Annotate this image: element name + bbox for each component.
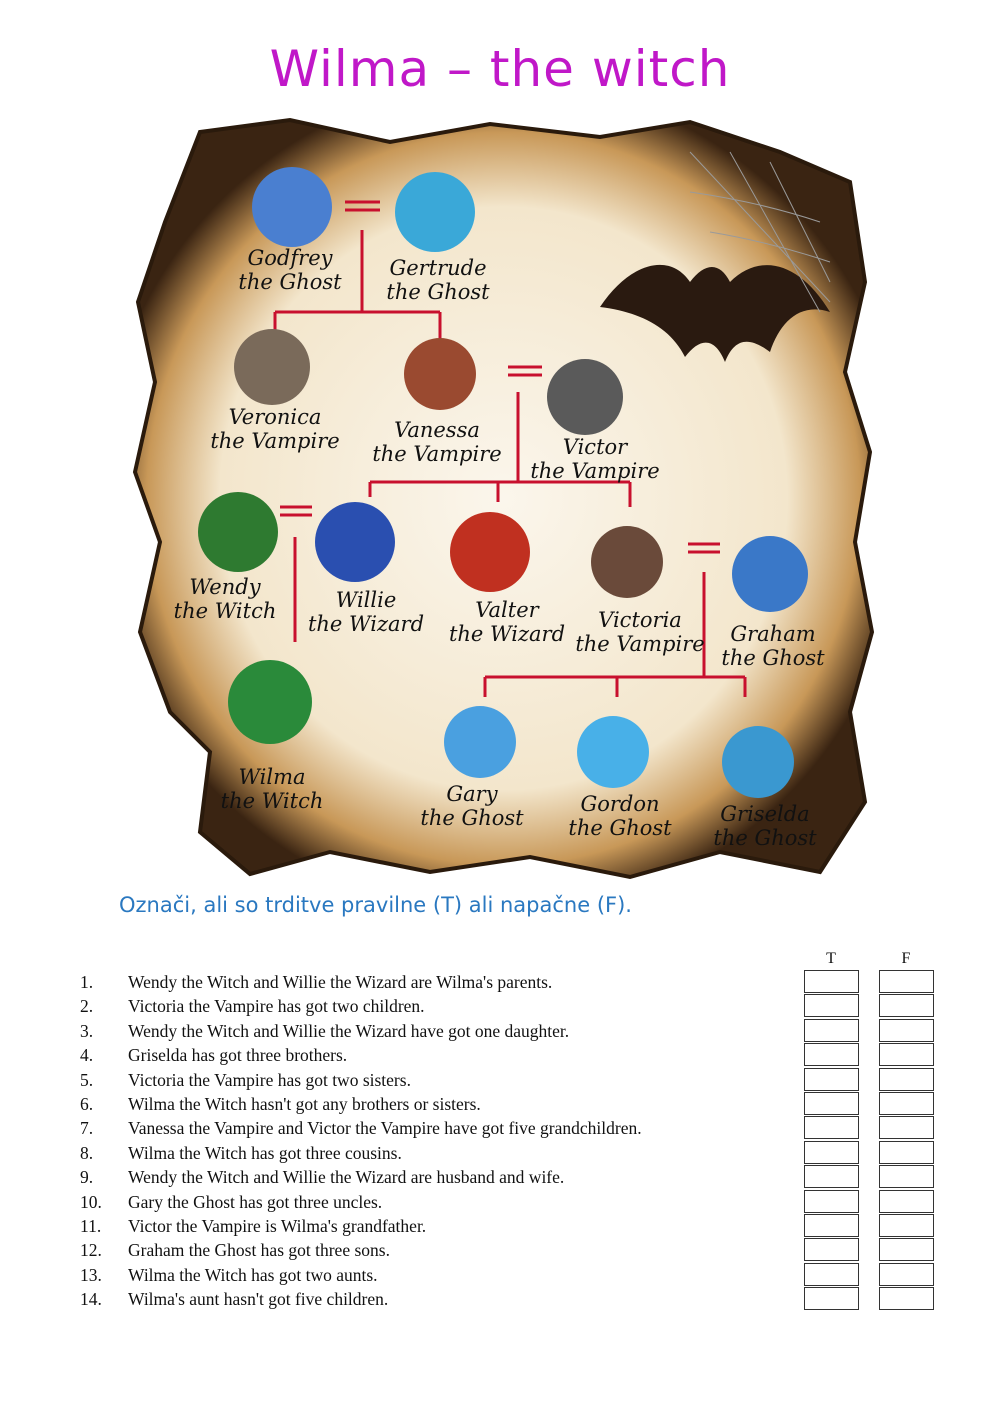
statement-text: Victoria the Vampire has got two sisters. xyxy=(128,1069,411,1090)
statement-text: Vanessa the Vampire and Victor the Vampire have got five grandchildren. xyxy=(128,1118,642,1139)
statement-row xyxy=(0,1021,780,1045)
statement-number: 2. xyxy=(80,996,94,1017)
statement-number: 6. xyxy=(80,1094,94,1114)
statement-row xyxy=(0,1094,780,1118)
page-title: Wilma – the witch xyxy=(269,40,731,98)
true-answer-box[interactable] xyxy=(804,970,859,993)
name-label-vanessa: Vanessa the Vampire xyxy=(372,418,502,466)
statement-row xyxy=(0,996,780,1020)
true-answer-box[interactable] xyxy=(804,1141,859,1164)
statement-row xyxy=(0,1265,780,1289)
name-label-griselda: Griselda the Ghost xyxy=(713,802,817,850)
statement-row xyxy=(0,1240,780,1264)
false-answer-box[interactable] xyxy=(879,970,934,993)
statement-text: Wilma the Witch hasn't got any brothers or sisters. xyxy=(128,1094,481,1114)
victoria-portrait xyxy=(591,526,663,598)
statement-number: 1. xyxy=(80,972,94,992)
wilma-portrait xyxy=(228,660,312,744)
statement-text: Gary the Ghost has got three uncles. xyxy=(128,1191,383,1212)
false-answer-box[interactable] xyxy=(879,1043,934,1066)
false-answer-box[interactable] xyxy=(879,994,934,1017)
true-answer-box[interactable] xyxy=(804,1238,859,1261)
statement-text: Wilma's aunt hasn't got five children. xyxy=(128,1289,389,1310)
false-column-header: F xyxy=(901,950,911,967)
name-label-wilma: Wilma the Witch xyxy=(220,765,324,813)
statement-text: Graham the Ghost has got three sons. xyxy=(128,1240,390,1261)
gertrude-portrait xyxy=(395,172,475,252)
valter-portrait xyxy=(450,512,530,592)
statement-row xyxy=(0,972,780,996)
true-answer-box[interactable] xyxy=(804,1190,859,1213)
name-label-gertrude: Gertrude the Ghost xyxy=(386,256,490,304)
statement-number: 5. xyxy=(80,1069,94,1090)
instruction-text: Označi, ali so trditve pravilne (T) ali napačne (F). xyxy=(119,893,632,917)
statement-number: 7. xyxy=(80,1118,94,1139)
statement-text: Wendy the Witch and Willie the Wizard have got one daughter. xyxy=(128,1020,570,1041)
statement-row xyxy=(0,1118,780,1142)
name-label-gary: Gary the Ghost xyxy=(420,782,524,830)
statement-number: 13. xyxy=(80,1264,102,1285)
statement-text: Victor the Vampire is Wilma's grandfather. xyxy=(128,1216,427,1236)
statement-row xyxy=(0,1070,780,1094)
false-answer-box[interactable] xyxy=(879,1116,934,1139)
false-answer-box[interactable] xyxy=(879,1263,934,1286)
false-answer-box[interactable] xyxy=(879,1190,934,1213)
true-answer-box[interactable] xyxy=(804,994,859,1017)
statement-number: 11. xyxy=(80,1216,102,1236)
false-answer-box[interactable] xyxy=(879,1238,934,1261)
statement-row xyxy=(0,1143,780,1167)
statement-row xyxy=(0,1216,780,1240)
name-label-willie: Willie the Wizard xyxy=(307,588,425,636)
statement-number: 9. xyxy=(80,1167,94,1188)
statement-row xyxy=(0,1167,780,1191)
gordon-portrait xyxy=(577,716,649,788)
vanessa-portrait xyxy=(404,338,476,410)
name-label-wendy: Wendy the Witch xyxy=(173,575,277,623)
victor-portrait xyxy=(547,359,623,435)
true-column-header: T xyxy=(826,950,836,967)
false-answer-box[interactable] xyxy=(879,1092,934,1115)
willie-portrait xyxy=(315,502,395,582)
false-answer-box[interactable] xyxy=(879,1019,934,1042)
statement-text: Wilma the Witch has got three cousins. xyxy=(128,1142,402,1163)
statement-text: Victoria the Vampire has got two children. xyxy=(128,996,425,1017)
statement-text: Wendy the Witch and Willie the Wizard are Wilma's parents. xyxy=(128,972,553,992)
true-answer-box[interactable] xyxy=(804,1116,859,1139)
name-label-godfrey: Godfrey the Ghost xyxy=(238,246,342,294)
gary-portrait xyxy=(444,706,516,778)
griselda-portrait xyxy=(722,726,794,798)
statement-number: 8. xyxy=(80,1142,94,1163)
false-answer-box[interactable] xyxy=(879,1165,934,1188)
true-answer-box[interactable] xyxy=(804,1019,859,1042)
false-answer-box[interactable] xyxy=(879,1141,934,1164)
true-answer-box[interactable] xyxy=(804,1287,859,1310)
name-label-graham: Graham the Ghost xyxy=(721,622,825,670)
name-label-victoria: Victoria the Vampire xyxy=(575,608,705,656)
true-answer-box[interactable] xyxy=(804,1092,859,1115)
true-answer-box[interactable] xyxy=(804,1214,859,1237)
false-answer-box[interactable] xyxy=(879,1214,934,1237)
statement-text: Wendy the Witch and Willie the Wizard are husband and wife. xyxy=(128,1167,565,1188)
name-label-victor: Victor the Vampire xyxy=(530,435,660,483)
true-answer-box[interactable] xyxy=(804,1043,859,1066)
statement-row xyxy=(0,1045,780,1069)
false-answer-box[interactable] xyxy=(879,1068,934,1091)
statement-row xyxy=(0,1192,780,1216)
statement-number: 4. xyxy=(80,1045,94,1066)
statement-number: 10. xyxy=(80,1191,102,1212)
godfrey-portrait xyxy=(252,167,332,247)
name-label-gordon: Gordon the Ghost xyxy=(568,792,672,840)
true-answer-box[interactable] xyxy=(804,1165,859,1188)
name-label-veronica: Veronica the Vampire xyxy=(210,405,340,453)
graham-portrait xyxy=(732,536,808,612)
true-answer-box[interactable] xyxy=(804,1263,859,1286)
statement-text: Wilma the Witch has got two aunts. xyxy=(128,1264,378,1285)
true-answer-box[interactable] xyxy=(804,1068,859,1091)
statement-number: 3. xyxy=(80,1020,94,1041)
statement-text: Griselda has got three brothers. xyxy=(128,1045,348,1066)
false-answer-box[interactable] xyxy=(879,1287,934,1310)
statement-row xyxy=(0,1289,780,1313)
statement-number: 14. xyxy=(80,1289,102,1310)
statement-number: 12. xyxy=(80,1240,102,1261)
wendy-portrait xyxy=(198,492,278,572)
veronica-portrait xyxy=(234,329,310,405)
name-label-valter: Valter the Wizard xyxy=(448,598,566,646)
